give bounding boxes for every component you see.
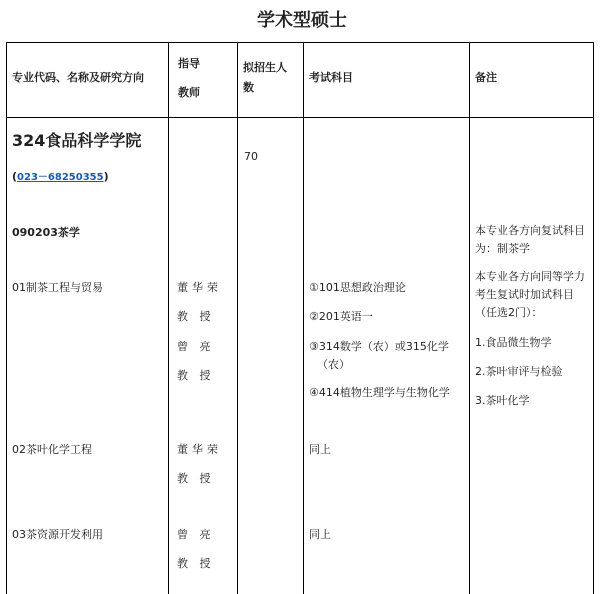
direction-1-mentor2: 曾 亮 bbox=[177, 340, 215, 353]
direction-2-mentor1-title: 教 授 bbox=[177, 472, 215, 485]
page-title: 学术型硕士 bbox=[257, 10, 347, 31]
header-mentor-line2: 教师 bbox=[178, 86, 200, 99]
admissions-table bbox=[6, 42, 594, 594]
header-mentor-line1: 指导 bbox=[178, 57, 200, 70]
header-bottom-border bbox=[6, 117, 594, 118]
phone-close-paren: ) bbox=[103, 170, 109, 183]
direction-1-name: 01制茶工程与贸易 bbox=[12, 281, 103, 294]
direction-2-name: 02茶叶化学工程 bbox=[12, 443, 92, 456]
enrollment-count: 70 bbox=[244, 150, 258, 163]
college-name: 324食品科学学院 bbox=[12, 131, 142, 150]
header-notes: 备注 bbox=[475, 71, 497, 84]
major-code-name: 090203茶学 bbox=[12, 226, 80, 239]
notes-equiv-line1: 本专业各方向同等学力 bbox=[475, 270, 585, 283]
exam-item-3-cont: （农） bbox=[317, 358, 350, 371]
notes-item-1: 1.食品微生物学 bbox=[475, 336, 552, 349]
exam-item-3: ③314数学（农）或315化学 bbox=[309, 340, 449, 353]
notes-equiv-line3: （任选2门）： bbox=[475, 306, 543, 319]
exam-item-1: ①101思想政治理论 bbox=[309, 281, 406, 294]
exam-item-2: ②201英语一 bbox=[309, 310, 373, 323]
direction-3-mentor1: 曾 亮 bbox=[177, 528, 215, 541]
college-phone bbox=[12, 168, 109, 187]
phone-link[interactable]: 023－68250355 bbox=[17, 172, 104, 183]
notes-item-3: 3.茶叶化学 bbox=[475, 394, 530, 407]
direction-3-exam: 同上 bbox=[309, 528, 331, 541]
notes-retest-line1: 本专业各方向复试科目 bbox=[475, 224, 585, 237]
direction-3-name: 03茶资源开发利用 bbox=[12, 528, 103, 541]
exam-item-4: ④414植物生理学与生物化学 bbox=[309, 386, 450, 399]
direction-2-mentor1: 董华荣 bbox=[177, 443, 222, 456]
col-border-1 bbox=[168, 42, 169, 594]
header-major: 专业代码、名称及研究方向 bbox=[12, 71, 144, 84]
direction-1-mentor2-title: 教 授 bbox=[177, 369, 215, 382]
phone-open-paren: ( bbox=[12, 170, 18, 183]
col-border-3 bbox=[303, 42, 304, 594]
col-border-0 bbox=[6, 42, 7, 594]
col-border-5 bbox=[593, 42, 594, 594]
notes-item-2: 2.茶叶审评与检验 bbox=[475, 365, 563, 378]
direction-1-mentor1-title: 教 授 bbox=[177, 310, 215, 323]
col-border-4 bbox=[469, 42, 470, 594]
notes-retest-line2: 为：制茶学 bbox=[475, 242, 530, 255]
header-enroll-line1: 拟招生人 bbox=[243, 61, 287, 74]
direction-3-mentor1-title: 教 授 bbox=[177, 557, 215, 570]
header-enroll-line2: 数 bbox=[243, 81, 254, 94]
direction-2-exam: 同上 bbox=[309, 443, 331, 456]
direction-1-mentor1: 董华荣 bbox=[177, 281, 222, 294]
notes-equiv-line2: 考生复试时加试科目 bbox=[475, 288, 574, 301]
header-exam: 考试科目 bbox=[309, 71, 353, 84]
col-border-2 bbox=[237, 42, 238, 594]
table-top-border bbox=[6, 42, 594, 43]
